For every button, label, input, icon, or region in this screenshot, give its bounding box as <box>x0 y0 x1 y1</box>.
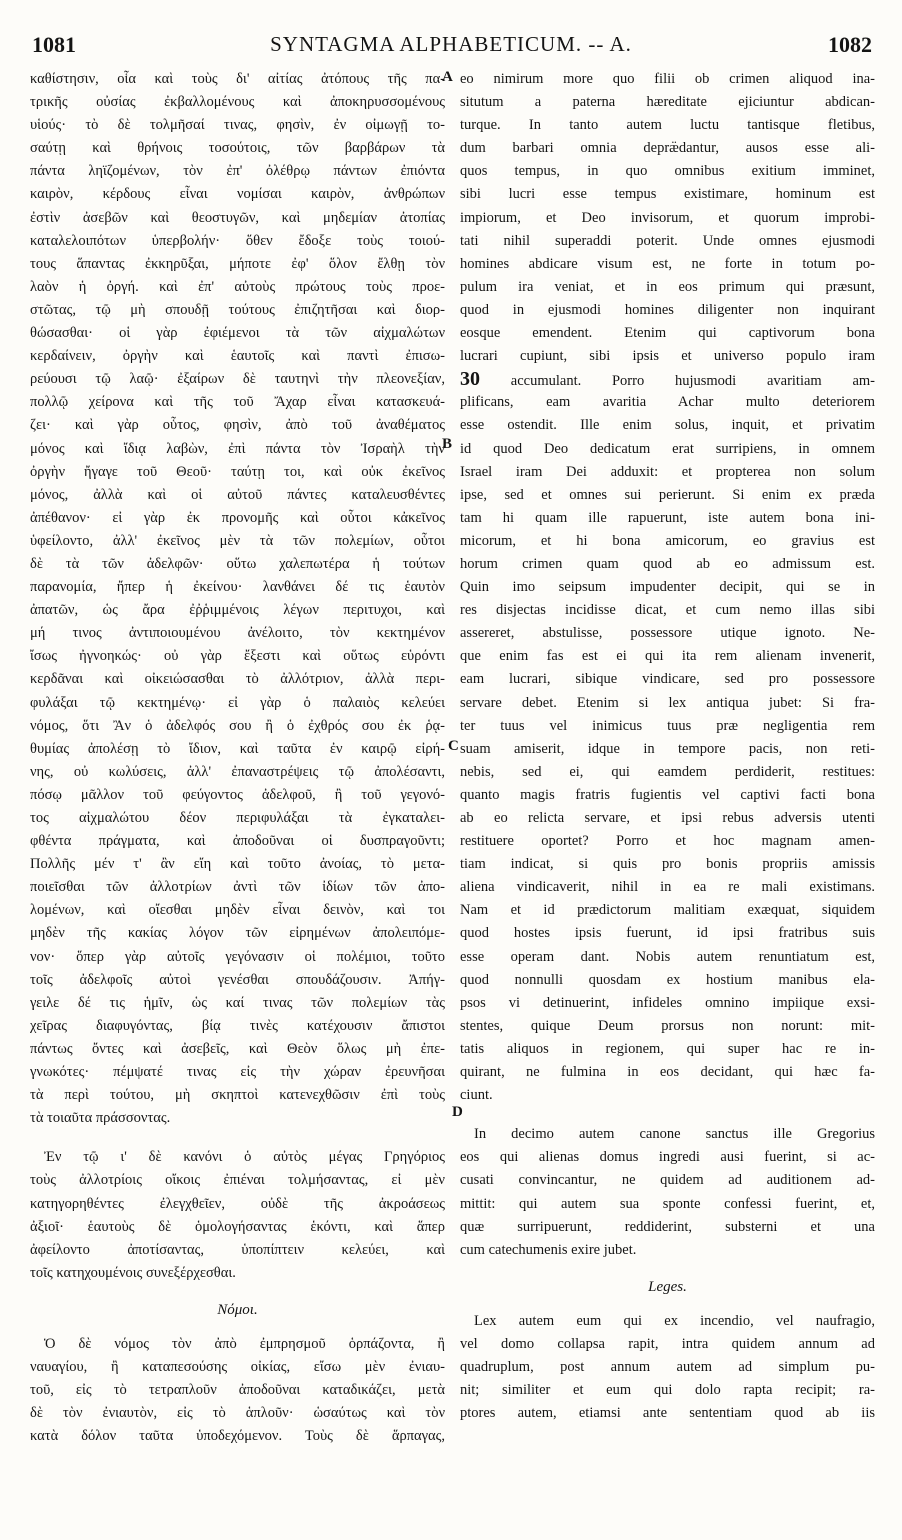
text-line: suam amiserit, idque in tempore pacis, non reti- <box>460 740 875 757</box>
text-line: φυλάξαι τῷ κεκτημένῳ· εἰ γὰρ ὁ παλαιὸς κελεύει <box>30 694 445 711</box>
latin-paragraph-2 <box>460 1123 875 1262</box>
greek-paragraph-2 <box>30 1146 445 1285</box>
text-line: quod hostes ipsis fuerunt, id ipsi fratribus suis <box>460 925 875 942</box>
text-line: σαύτῃ καὶ θρήνοις τοσούτοις, τῶν βαρβάρων τὰ <box>30 140 445 157</box>
text-line: quod in ejusmodi homines diligenter non inquirant <box>460 301 875 318</box>
text-line: καταλελοιπότων ὑπερβολήν· ὅθεν ἔδοξε τοὺς τοιού- <box>30 232 445 249</box>
text-line: esse ostendit. Ille enim solus, inquit, et privatim <box>460 417 875 434</box>
text-line: θώσασθαι· οἱ γὰρ ἐφιέμενοι τὰ τῶν αἰχμαλώτων <box>30 325 445 342</box>
text-line: servare debet. Etenim si lex antiqua jubet: Si fra- <box>460 694 875 711</box>
text-line: ἀπέθανον· εἰ γὰρ ἐκ προνομῆς καὶ οὗτοι κἀκεῖνος <box>30 509 445 526</box>
text-line: τοῦ, εἰς τὸ τετραπλοῦν ἀποδοῦναι καταδικάζει, μετὰ <box>30 1382 445 1399</box>
text-line: quæ surripuerunt, reddiderint, substerni et una <box>460 1218 875 1235</box>
text-line: eosque emendent. Etenim qui captivorum bona <box>460 325 875 342</box>
text-line: τοὺς ἀλλοτρίοις οἴκοις ἐπιέναι τολμήσαντας, εἰ μὲν <box>30 1172 445 1189</box>
text-line: Lex autem eum qui ex incendio, vel naufragio, <box>474 1312 875 1329</box>
text-line: Quin imo seipsum impudenter decipit, qui se in <box>460 579 875 596</box>
text-line: micorum, et hi bona amicorum, eo gravius est <box>460 532 875 549</box>
text-line: quirant, ne fulmina in eos decidant, qui hæc fa- <box>460 1064 875 1081</box>
text-line: vel domo collapsa rapit, intra quidem annum ad <box>460 1335 875 1352</box>
text-line: id quod Deo dedicatum erat surripiens, in omnem <box>460 440 875 457</box>
text-line: quos tempus, in quo omnibus exitium imminet, <box>460 163 875 180</box>
text-line: stentes, quique Deum prorsus non norunt: mit- <box>460 1017 875 1034</box>
text-line: ζει· καὶ γὰρ οὗτος, φησὶν, ἀπὸ τοῦ ἀναθέματος <box>30 417 445 434</box>
text-line: τρικῆς οὐσίας ἐκβαλλομένους καὶ ἀποκηρυσσομένους <box>30 94 445 111</box>
text-line: πολλῷ χείρονα καὶ τῆς τοῦ Ἄχαρ εἶναι κατασκευά- <box>30 394 445 411</box>
text-line: pulum ira veniat, et in eos primum qui præsunt, <box>460 278 875 295</box>
text-line: homines abdicare visum est, ne forte in totum po- <box>460 255 875 272</box>
text-line: γνωκότες· πέμψατέ τινας εἰς τὴν χώραν ἐρευνῆσαι <box>30 1064 445 1081</box>
text-line: μηδὲν τῆς κακίας λόγον τῶν εἰρημένων ἀπολειπόμε- <box>30 925 445 942</box>
text-line: lucrari cupiunt, sibi ipsis et universo populo iram <box>460 348 875 365</box>
text-line: dum barbari omnia depræ̈dantur, ausos esse ali- <box>460 140 875 157</box>
text-line: κατὰ δόλον ταῦτα ὑποδεχόμενον. Τοὺς δὲ ἅρπαγας, <box>30 1428 445 1445</box>
running-title: SYNTAGMA ALPHABETICUM. -- A. <box>270 32 632 56</box>
text-line: ptores autem, etiamsi ante sententiam quod ab iis <box>460 1405 875 1422</box>
text-line: Ὁ δὲ νόμος τὸν ἀπὸ ἐμπρησμοῦ ὁρπάζοντα, ἢ <box>44 1335 445 1352</box>
text-line: cum catechumenis exire jubet. <box>460 1241 637 1258</box>
text-line: sibi lucri esse tempus existimare, hominum est <box>460 186 875 203</box>
text-line: ter tuus vel inimicus tuus præ negligentia rem <box>460 717 875 734</box>
latin-paragraph-1a <box>460 68 875 368</box>
section-marker-b: B <box>442 436 453 452</box>
text-line: Nam et id prædictorum malitiam exæquat, siquidem <box>460 902 875 919</box>
text-line: cusati convincantur, ne quidem ad auditionem ad- <box>460 1172 875 1189</box>
text-line: νόμος, ὅτι Ἂν ὁ ἀδελφός σου ἢ ὁ ἐχθρός σου ἐκ ῥᾳ- <box>30 717 445 734</box>
text-line: ὑφείλοντο, ἀλλ' ἐκεῖνος μὲν τὰ τῶν πολεμίων, οὗτοι <box>30 532 445 549</box>
text-line: νης, οὐ κωλύσεις, ἀλλ' ἐπαναστρέψεις τῷ ἀπολέσαντι, <box>30 763 445 780</box>
text-line: ἀξιοῖ· ἑαυτοὺς δὲ ὁμολογήσαντας ἑκόντι, καὶ ἅπερ <box>30 1218 445 1235</box>
text-line: καιρὸν, κέρδους εἶναι νομίσαι καιρὸν, ἀνθρώπων <box>30 186 445 203</box>
text-line: Πολλῆς μέν τ' ἂν εἴη καὶ τοῦτο ἀνοίας, τὸ μετα- <box>30 856 445 873</box>
text-line: nit; similiter et eum qui dolo rapta recipit; ra- <box>460 1382 875 1399</box>
text-line: psos vi detinuerint, infideles omnino impiique exsi- <box>460 994 875 1011</box>
text-line: ipse, sed et omnes sui perierunt. Si enim ex præda <box>460 486 875 503</box>
text-line: μόνος, ἀλλὰ καὶ οἱ αὐτοῦ πάντες καταλευσθέντες <box>30 486 445 503</box>
text-line: eo nimirum more quo filii ob crimen aliquod ina- <box>460 71 875 87</box>
greek-paragraph-3 <box>30 1333 445 1448</box>
latin-heading-leges: Leges. <box>648 1278 687 1295</box>
text-line: ρεύουσι τῷ λαῷ· ἐξαίρων δὲ ταυτηνὶ τὴν πλεονεξίαν, <box>30 371 445 388</box>
text-line: δὲ τὰ τῶν ἀδελφῶν· οὕτω χαλεπωτέρα ἡ τούτων <box>30 555 445 572</box>
text-line: τὰ περὶ τούτου, μὴ σκηπτοὶ κατενεχθῶσιν ἐπὶ τοὺς <box>30 1087 445 1104</box>
text-line: πόσῳ μᾶλλον τοῦ φεύγοντος ἀδελφοῦ, ἢ τοῦ γεγονό- <box>30 786 445 803</box>
latin-paragraph-3 <box>460 1310 875 1425</box>
text-line: μόνος καὶ ἴδιᾳ λαβὼν, ἐπὶ πάντα τὸν Ἰσραὴλ τὴν <box>30 440 445 457</box>
text-line: tatis aliquos in regionem, qui super hac re in- <box>460 1040 875 1057</box>
text-line: esse operam dant. Nobis autem renuntiatum est, <box>460 948 875 965</box>
page-header <box>0 28 902 68</box>
text-line: Israel iram Dei adduxit: et propterea non solum <box>460 463 875 480</box>
text-line: In decimo autem canone sanctus ille Gregorius <box>474 1126 875 1143</box>
text-line: παρανομία, ἤπερ ἡ ἐκείνου· λανθάνει δέ τις ἑαυτὸν <box>30 579 445 596</box>
text-line: λομένων, καὶ οἴεσθαι μηδὲν εἶναι δεινὸν, καὶ τοι <box>30 902 445 919</box>
text-line: πάντως ὄντες καὶ ἀσεβεῖς, καὶ Θεὸν ὅλως μὴ ἐπε- <box>30 1040 445 1057</box>
text-line: plificans, eam avaritia Achar multo deteriorem <box>460 394 875 411</box>
greek-paragraph-1 <box>30 68 445 1130</box>
section-marker-a: A <box>442 69 453 85</box>
text-line: nebis, sed ei, qui eamdem perdiderit, restitues: <box>460 763 875 780</box>
text-line: τὰ τοιαῦτα πράσσοντας. <box>30 1110 171 1127</box>
text-line <box>460 368 875 391</box>
text-line: νον· ὅπερ γὰρ αὐτοῖς γεγόνασιν οἱ πολέμιοι, τοῦτο <box>30 948 445 965</box>
text-line: στῶτας, τῷ μὴ σπουδῇ τούτους ἐπιζητῆσαι καὶ διορ- <box>30 301 445 318</box>
text-line: tati nihil superaddi poterit. Unde omnes ejusmodi <box>460 232 875 249</box>
text-line: aliena vindicaverit, nihil in ea re mali existimans. <box>460 879 875 896</box>
text-line: ab eo relicta servare, et ipsi rebus adversis utenti <box>460 810 875 826</box>
text-line: assereret, abstulisse, possessore utique ignoto. Ne- <box>460 625 875 642</box>
text-line: ἴσως ἠγνοηκώς· οὐ γὰρ ἔξεστι καὶ οὕτως εὑρόντι <box>30 648 445 665</box>
marginal-number: 30 <box>460 368 480 391</box>
text-line: ἐστὶν ἀσεβῶν καὶ θεοστυγῶν, καὶ μηδεμίαν ἀτοπίας <box>30 209 445 226</box>
page-number-left: 1081 <box>32 32 76 57</box>
text-line: ἀπατῶν, ὡς ἄρα ἐῤῥιμμένοις λέγων περιτυχοι, καὶ <box>30 602 445 619</box>
text-line: λαὸν ἡ ὀργή. καὶ ἐπ' αὐτοὺς πρώτους τοὺς προε- <box>30 278 445 295</box>
text-line: τοῖς κατηχουμένοις συνεξέρχεσθαι. <box>30 1264 236 1281</box>
text-line: τους ἅπαντας ἐκκηρῦξαι, μήποτε ἐφ' ὅλον ἔλθῃ τὸν <box>30 255 445 272</box>
greek-column <box>30 68 445 1448</box>
text-line: πάντα ληϊζομένων, τὸν ἐπ' ὀλέθρῳ πάντων ἐπιόντα <box>30 163 445 180</box>
text-line: impiorum, et Deo invisorum, et quorum improbi- <box>460 209 875 226</box>
text-line: turque. In tanto autem luctu tantisque fletibus, <box>460 117 875 134</box>
text-line: que enim fas est ei qui ita rem alienam invenerit, <box>460 648 875 665</box>
text-line: δὲ τὸν ἐνιαυτὸν, εἰς τὸ ἁπλοῦν· ὡσαύτως καὶ τὸν <box>30 1405 445 1422</box>
text-line: eos qui alienas domus ingredi ausi fuerint, si ac- <box>460 1149 875 1166</box>
text-line: υἱούς· τὸ δὲ τολμῆσαί τινας, φησὶν, ἐν οἰμωγῇ το- <box>30 117 445 134</box>
text-line: φθέντα πράγματα, καὶ ἀποδοῦναι οἱ δυσπραγοῦντι; <box>30 833 445 850</box>
text-line: quod nonnulli quosdam ex hostium manibus ela- <box>460 971 875 988</box>
text-line: μή τινος ἀντιποιουμένου ἀνέλοιτο, τὸν κεκτημένον <box>30 625 445 642</box>
text-line: τοῖς ἀδελφοῖς αὐτοὶ γενέσθαι σπουδάζουσιν. Ἀπήγ- <box>30 971 445 988</box>
text-line: χεῖρας διαφυγόντας, βίᾳ τινὲς κατέχουσιν ἄπιστοι <box>30 1017 445 1034</box>
greek-heading-nomoi: Νόμοι. <box>217 1301 258 1318</box>
text-line: γειλε δέ τις ἡμῖν, ὡς καί τινας τῶν πολεμίων τὰς <box>30 994 445 1011</box>
section-marker-d: D <box>452 1104 463 1120</box>
text-line: ναυαγίου, ἢ καταπεσούσης οἰκίας, εἴσω μὲν ἐνιαυ- <box>30 1358 445 1375</box>
text-line: tiam indicat, si quis pro bonis propriis amissis <box>460 856 875 873</box>
text-line: quanto magis fratris fugientis vel captivi facti bona <box>460 786 875 803</box>
text-line: tam hi quam ille rapuerunt, iste autem bona ini- <box>460 509 875 526</box>
text-line: restituere oportet? Porro et hoc magnam amen- <box>460 833 875 850</box>
text-line: res disjectas incidisse dicat, et cum nemo illas sibi <box>460 602 875 619</box>
text-line: θυμίας ἀπολέσῃ τὸ ἴδιον, καὶ ταῦτα ἐν καιρῷ εἰρή- <box>30 740 445 757</box>
latin-paragraph-1b <box>460 391 875 1107</box>
text-line: κατηγορηθέντες ἐλεγχθεῖεν, οὐδὲ τῆς ἀκροάσεως <box>30 1195 445 1212</box>
text-line: κερδᾶναι καὶ οἰκειώσασθαι τὸ ἀλλότριον, ἀλλὰ περι- <box>30 671 445 688</box>
text-line: eam lucrari, sibique vindicare, sed pro possessore <box>460 671 875 688</box>
section-marker-c: C <box>448 738 459 754</box>
line-text: accumulant. Porro hujusmodi avaritiam am- <box>510 373 875 390</box>
text-line: καθίστησιν, οἷα καὶ τοὺς δι' αἰτίας ἀτόπους τῆς πα- <box>30 71 445 87</box>
text-line: quadruplum, post annum autem ad simplum pu- <box>460 1358 875 1375</box>
page-number-right: 1082 <box>828 32 872 57</box>
text-line: ἀφείλοντο ἀποτίσαντας, ὑποπίπτειν κελεύει, καὶ <box>30 1241 445 1258</box>
text-line: τος αἰχμαλώτου δέον περιφυλάξαι τὰ ἐγκαταλει- <box>30 810 445 826</box>
text-line: Ἐν τῷ ι' δὲ κανόνι ὁ αὐτὸς μέγας Γρηγόριος <box>44 1149 445 1166</box>
text-line: situtum a paterna hæreditate ejiciuntur abdican- <box>460 94 875 111</box>
text-line: ὀργὴν ἤγαγε τοῦ Θεοῦ· ταύτῃ τοι, καὶ οὐκ ἐκεῖνος <box>30 463 445 480</box>
text-line: horum crimen quam quod ab eo admissum est. <box>460 555 875 572</box>
text-line: ciunt. <box>460 1087 493 1104</box>
text-line: κερδαίνειν, ὀργὴν καὶ ἑαυτοῖς καὶ παντὶ ἐπισω- <box>30 348 445 365</box>
text-line: mittit: qui autem sua sponte confessi fuerint, et, <box>460 1195 875 1212</box>
text-line: ποιεῖσθαι τῶν ἀλλοτρίων ἀντὶ τῶν ἰδίων τῶν ἀπο- <box>30 879 445 896</box>
latin-column <box>460 68 875 1425</box>
